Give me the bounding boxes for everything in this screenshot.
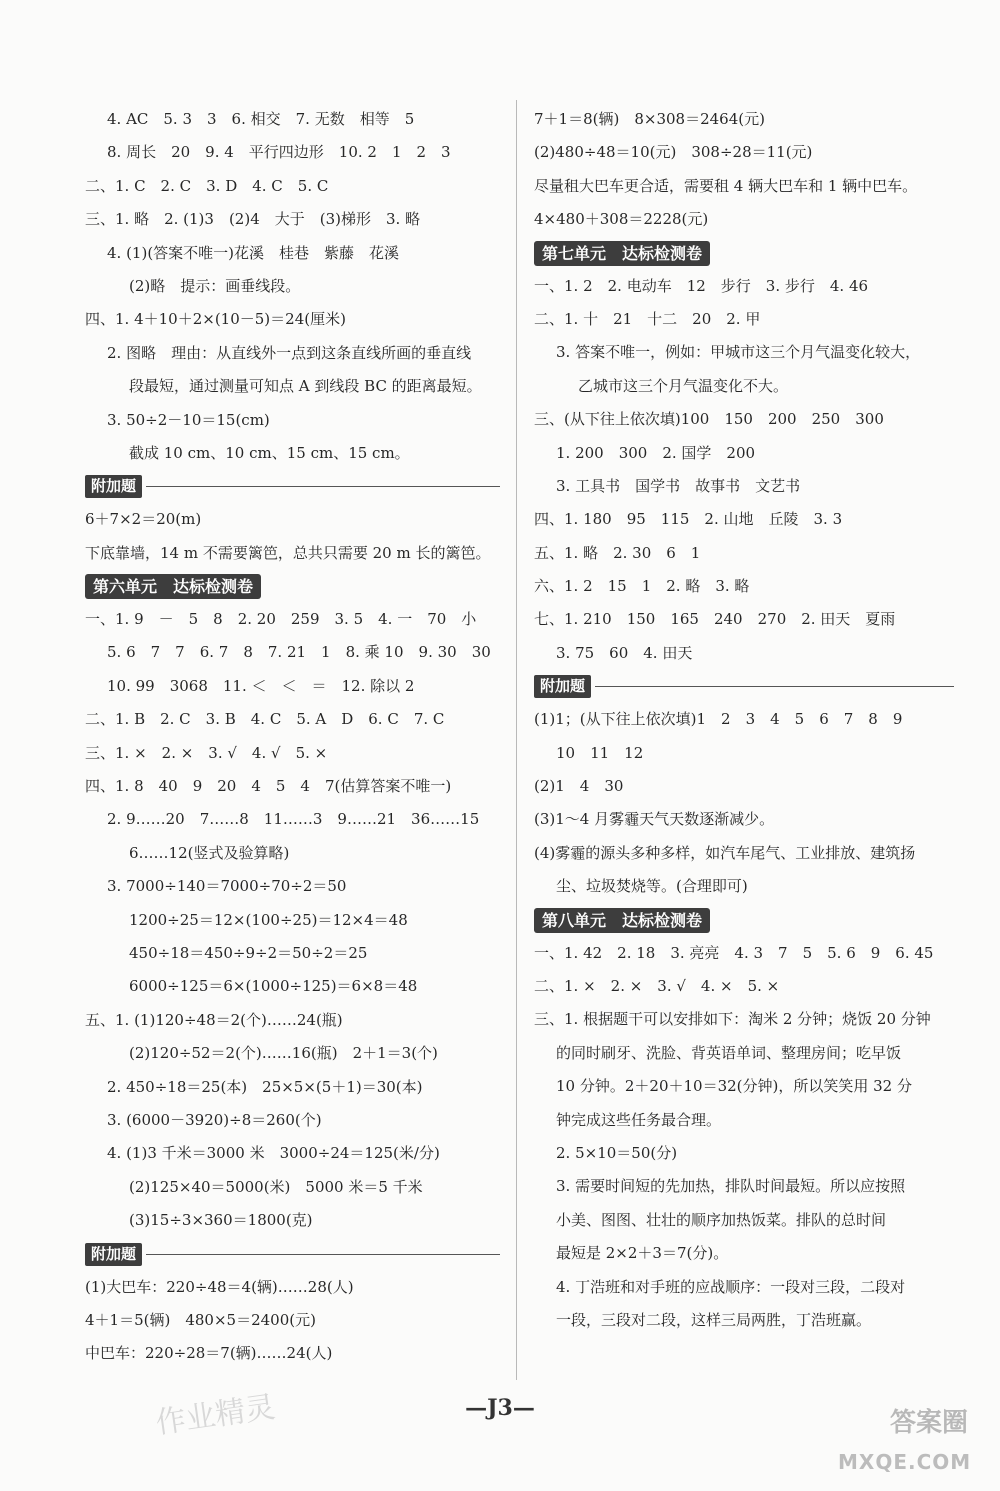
bonus-heading-row [85,470,500,503]
answer-line: 2. 图略 理由：从直线外一点到这条直线所画的垂直线 [107,343,472,362]
answer-line: (1)1；(从下往上依次填)1 2 3 4 5 6 7 8 9 [534,710,903,729]
answer-line: 3. 50÷2－10＝15(cm) [107,410,270,429]
answer-line: (3)15÷3×360＝1800(克) [129,1211,313,1230]
answer-line: 1. 200 300 2. 国学 200 [556,443,756,462]
answer-line: 钟完成这些任务最合理。 [556,1110,722,1129]
bonus-heading-row [85,1238,500,1271]
answer-line: 3. 需要时间短的先加热，排队时间最短。所以应按照 [556,1177,906,1196]
answer-line: 4. 丁浩班和对手班的应战顺序：一段对三段，二段对 [556,1277,906,1296]
answer-line: 尽量租大巴车更合适，需要租 4 辆大巴车和 1 辆中巴车。 [534,176,918,195]
answer-line: 四、1. 180 95 115 2. 山地 丘陵 3. 3 [534,510,843,529]
answer-line: 450÷18＝450÷9÷2＝50÷2＝25 [129,943,368,962]
answer-line: 二、1. B 2. C 3. B 4. C 5. A D 6. C 7. C [85,710,445,729]
answer-line: (2)略 提示：画垂线段。 [129,276,301,295]
right-column [534,103,954,1337]
answer-line: 6……12(竖式及验算略) [129,843,290,862]
answer-line: 三、1. 略 2. (1)3 (2)4 大于 (3)梯形 3. 略 [85,210,421,229]
section-heading-row [534,904,954,937]
answer-line: 4. (1)(答案不唯一)花溪 桂巷 紫藤 花溪 [107,243,400,262]
answer-line: 4＋1＝5(辆) 480×5＝2400(元) [85,1310,316,1329]
answer-line: 五、1. 略 2. 30 6 1 [534,543,701,562]
answer-line: 10. 99 3068 11. ＜ ＜ ＝ 12. 除以 2 [107,676,415,695]
answer-line: (3)1～4 月雾霾天气天数逐渐减少。 [534,810,775,829]
answer-line: 一、1. 42 2. 18 3. 亮亮 4. 3 7 5 5. 6 9 6. 45 [534,943,934,962]
bonus-heading: 附加题 [534,675,591,698]
answer-line: 四、1. 4＋10＋2×(10－5)＝24(厘米) [85,310,346,329]
answer-line: 4. (1)3 千米＝3000 米 3000÷24＝125(米/分) [107,1144,440,1163]
answer-line: 二、1. × 2. × 3. √ 4. × 5. × [534,976,780,995]
answer-line: 段最短，通过测量可知点 A 到线段 BC 的距离最短。 [129,377,482,396]
answer-line: 乙城市这三个月气温变化不大。 [578,376,789,395]
answer-line: 三、1. × 2. × 3. √ 4. √ 5. × [85,743,328,762]
answer-line: 三、1. 根据题干可以安排如下：淘米 2 分钟；烧饭 20 分钟 [534,1010,931,1029]
section-heading: 第七单元 达标检测卷 [534,241,710,266]
answer-line: 4×480＋308＝2228(元) [534,210,709,229]
answer-line: 中巴车：220÷28＝7(辆)……24(人) [85,1344,333,1363]
left-column [85,103,500,1371]
answer-line: 7＋1＝8(辆) 8×308＝2464(元) [534,110,765,128]
answer-line: 一、1. 9 － 5 8 2. 20 259 3. 5 4. 一 70 小 [85,610,477,629]
answer-line: 六、1. 2 15 1 2. 略 3. 略 [534,577,750,596]
page-number: —J3— [465,1395,535,1421]
bonus-heading: 附加题 [85,1243,142,1266]
heading-rule [146,1254,500,1255]
answer-line: 10 分钟。2＋20＋10＝32(分钟)，所以笑笑用 32 分 [556,1077,912,1096]
answer-line: 10 11 12 [556,743,644,762]
answer-line: (2)1 4 30 [534,777,624,796]
answer-line: 6000÷125＝6×(1000÷125)＝6×8＝48 [129,977,418,996]
answer-line: 8. 周长 20 9. 4 平行四边形 10. 2 1 2 3 [107,143,451,162]
answer-line: 四、1. 8 40 9 20 4 5 4 7(估算答案不唯一) [85,777,452,796]
watermark-brand: 答案圈 [890,1408,969,1438]
answer-line: 3. 答案不唯一，例如：甲城市这三个月气温变化较大， [556,343,921,362]
answer-line: (2)125×40＝5000(米) 5000 米＝5 千米 [129,1177,423,1196]
answer-line: 3. 工具书 国学书 故事书 文艺书 [556,476,801,495]
answer-line: 6＋7×2＝20(m) [85,510,202,529]
answer-line: 3. 75 60 4. 田天 [556,643,693,662]
answer-line: 五、1. (1)120÷48＝2(个)……24(瓶) [85,1010,343,1029]
heading-rule [146,486,500,487]
column-divider [516,100,517,1380]
answer-line: 二、1. C 2. C 3. D 4. C 5. C [85,176,329,195]
answer-line: 1200÷25＝12×(100÷25)＝12×4＝48 [129,910,408,929]
answer-line: 一、1. 2 2. 电动车 12 步行 3. 步行 4. 46 [534,276,869,295]
section-heading: 第八单元 达标检测卷 [534,908,710,933]
answer-line: 2. 450÷18＝25(本) 25×5×(5＋1)＝30(本) [107,1077,423,1096]
answer-line: 最短是 2×2＋3＝7(分)。 [556,1244,729,1263]
heading-rule [595,686,954,687]
bonus-heading-row [534,670,954,703]
answer-line: 2. 9……20 7……8 11……3 9……21 36……15 [107,810,480,829]
answer-line: (1)大巴车：220÷48＝4(辆)……28(人) [85,1277,354,1296]
answer-line: 下底靠墙，14 m 不需要篱笆，总共只需要 20 m 长的篱笆。 [85,543,491,562]
answer-line: 三、(从下往上依次填)100 150 200 250 300 [534,410,884,429]
answer-line: (2)120÷52＝2(个)……16(瓶) 2＋1＝3(个) [129,1044,438,1063]
answer-line: 七、1. 210 150 165 240 270 2. 田天 夏雨 [534,610,896,629]
answer-line: 3. (6000－3920)÷8＝260(个) [107,1110,322,1129]
answer-line: 5. 6 7 7 6. 7 8 7. 21 1 8. 乘 10 9. 30 30 [107,643,491,662]
answer-line: (2)480÷48＝10(元) 308÷28＝11(元) [534,143,813,162]
watermark-site: MXQE.COM [838,1450,972,1474]
answer-line: 的同时刷牙、洗脸、背英语单词、整理房间；吃早饭 [556,1043,902,1062]
answer-line: 截成 10 cm、10 cm、15 cm、15 cm。 [129,443,410,462]
answer-line: (4)雾霾的源头多种多样，如汽车尾气、工业排放、建筑扬 [534,843,916,862]
watermark-left: 作业精灵 [153,1389,278,1442]
bonus-heading: 附加题 [85,475,142,498]
section-heading: 第六单元 达标检测卷 [85,574,261,599]
answer-line: 二、1. 十 21 十二 20 2. 甲 [534,309,761,328]
answer-line: 小美、图图、壮壮的顺序加热饭菜。排队的总时间 [556,1210,887,1229]
answer-line: 4. AC 5. 3 3 6. 相交 7. 无数 相等 5 [107,110,415,128]
section-heading-row [85,570,500,603]
section-heading-row [534,237,954,270]
answer-line: 2. 5×10＝50(分) [556,1143,678,1162]
answer-line: 一段，三段对二段，这样三局两胜，丁浩班赢。 [556,1310,872,1329]
answer-line: 尘、垃圾焚烧等。(合理即可) [556,877,748,896]
answer-line: 3. 7000÷140＝7000÷70÷2＝50 [107,877,347,896]
